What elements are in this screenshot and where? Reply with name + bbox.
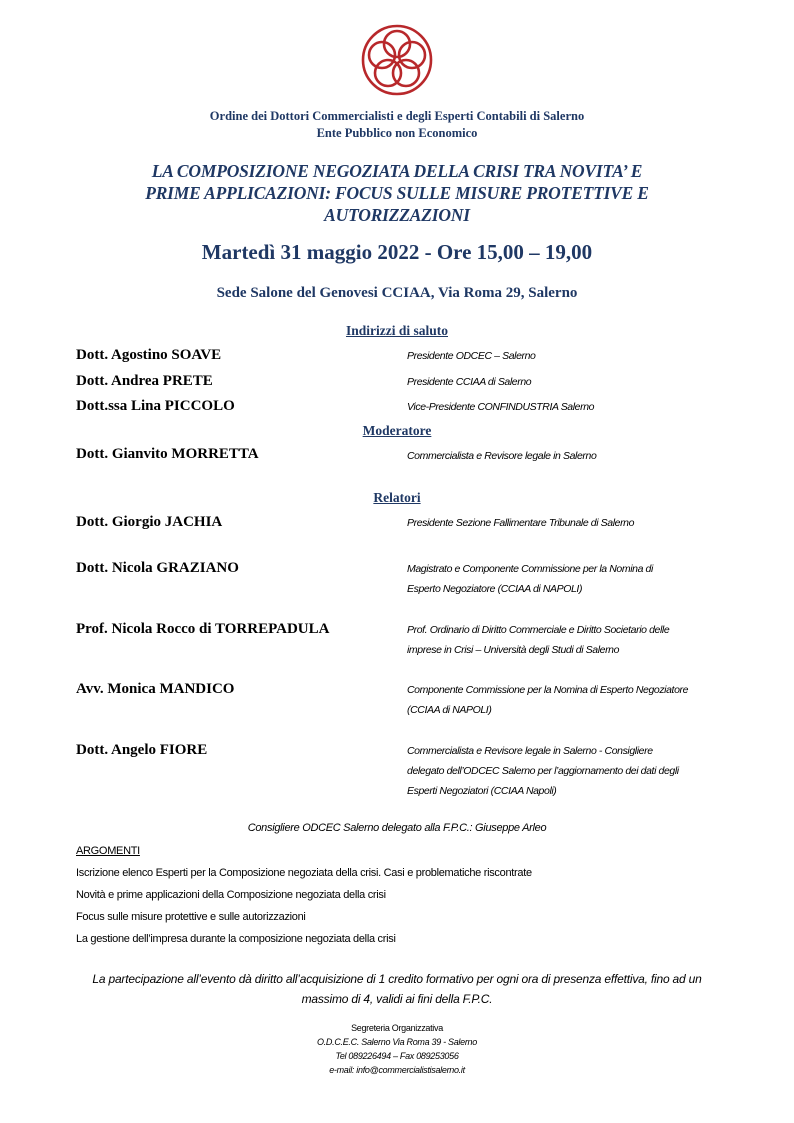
speaker-name: Dott. Nicola GRAZIANO (76, 560, 239, 576)
greeting-role: Presidente CCIAA di Salerno (407, 376, 532, 388)
secretariat-address: O.D.C.E.C. Salerno Via Roma 39 - Salerno (317, 1037, 477, 1047)
event-title-line-3: AUTORIZZAZIONI (324, 205, 470, 225)
fpc-delegate-line: Consigliere ODCEC Salerno delegato alla F.P.C.: Giuseppe Arleo (247, 822, 547, 834)
speaker-name: Avv. Monica MANDICO (76, 681, 235, 697)
topic-item: Novità e prime applicazioni della Composizione negoziata della crisi (76, 889, 386, 901)
secretariat-title: Segreteria Organizzativa (351, 1023, 443, 1033)
section-heading-speakers: Relatori (373, 490, 421, 505)
event-title-line-1: LA COMPOSIZIONE NEGOZIATA DELLA CRISI TRA NOVITA’ E (151, 161, 643, 181)
topic-item: La gestione dell’impresa durante la composizione negoziata della crisi (76, 933, 396, 945)
greeting-name: Dott.ssa Lina PICCOLO (76, 398, 235, 414)
odcec-rosette-logo-icon (359, 22, 435, 98)
event-title-line-2: PRIME APPLICAZIONI: FOCUS SULLE MISURE PROTETTIVE E (145, 183, 649, 203)
topic-item: Focus sulle misure protettive e sulle autorizzazioni (76, 911, 306, 923)
event-date-time: Martedì 31 maggio 2022 - Ore 15,00 – 19,00 (201, 240, 593, 264)
section-heading-greetings: Indirizzi di saluto (345, 323, 448, 338)
speaker-role: Prof. Ordinario di Diritto Commerciale e Diritto Societario delle imprese in Crisi – Università degli Studi di Salerno (407, 624, 670, 656)
topic-item: Iscrizione elenco Esperti per la Composizione negoziata della crisi. Casi e problematiche riscontrate (76, 867, 532, 879)
speaker-name: Dott. Angelo FIORE (76, 742, 208, 758)
credits-note-line-2: massimo di 4, validi ai fini della F.P.C. (301, 992, 493, 1006)
speaker-role: Componente Commissione per la Nomina di Esperto Negoziatore (CCIAA di NAPOLI) (407, 684, 689, 716)
secretariat-email-link[interactable]: e-mail: info@commercialistisalerno.it (329, 1065, 465, 1075)
section-heading-moderator: Moderatore (362, 423, 432, 438)
moderator-role: Commercialista e Revisore legale in Salerno (407, 450, 597, 462)
speaker-role: Presidente Sezione Fallimentare Tribunale di Salerno (407, 517, 635, 529)
speaker-name: Dott. Giorgio JACHIA (76, 514, 223, 530)
greeting-name: Dott. Andrea PRETE (76, 373, 213, 389)
secretariat-phone-fax: Tel 089226494 – Fax 089253056 (335, 1051, 459, 1061)
speaker-name: Prof. Nicola Rocco di TORREPADULA (76, 621, 330, 637)
organization-name: Ordine dei Dottori Commercialisti e degli Esperti Contabili di Salerno (209, 109, 585, 123)
credits-note-line-1: La partecipazione all’evento dà diritto all’acquisizione di 1 credito formativo per ogni ora di presenza effettiva, fino ad un (92, 972, 702, 986)
greeting-name: Dott. Agostino SOAVE (76, 347, 222, 363)
greeting-role: Vice-Presidente CONFINDUSTRIA Salerno (407, 401, 595, 413)
speaker-role: Commercialista e Revisore legale in Salerno - Consigliere delegato dell’ODCEC Salerno per l’aggiornamento dei dati degli Esperti Negoziatori (CCIAA Napoli) (407, 745, 679, 797)
speaker-role: Magistrato e Componente Commissione per la Nomina di Esperto Negoziatore (CCIAA di NAPOLI) (407, 563, 653, 595)
organization-subtitle: Ente Pubblico non Economico (316, 126, 478, 140)
topics-heading: ARGOMENTI (76, 845, 140, 857)
moderator-name: Dott. Gianvito MORRETTA (76, 446, 259, 462)
event-venue: Sede Salone del Genovesi CCIAA, Via Roma 29, Salerno (216, 285, 578, 301)
greeting-role: Presidente ODCEC – Salerno (407, 350, 536, 362)
